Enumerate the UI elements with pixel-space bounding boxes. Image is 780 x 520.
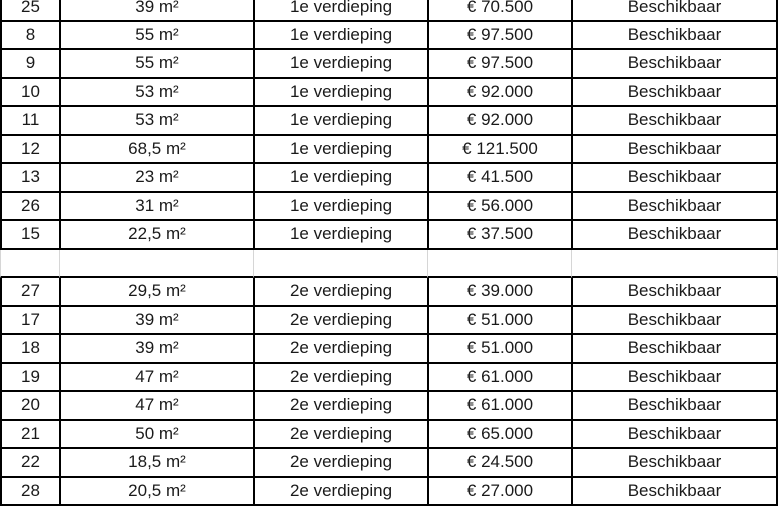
table-row <box>0 278 780 307</box>
table-row <box>0 136 780 165</box>
floor-cell: 2e verdieping <box>253 335 427 364</box>
floor-cell: 2e verdieping <box>253 449 427 478</box>
status-cell: Beschikbaar <box>571 392 778 421</box>
unit-number-cell: 17 <box>0 307 59 336</box>
area-cell: 55 m² <box>59 22 253 51</box>
table-row <box>0 449 780 478</box>
status-cell: Beschikbaar <box>571 307 778 336</box>
price-cell: € 27.000 <box>427 478 571 507</box>
empty-cell <box>0 250 59 279</box>
unit-number-cell: 19 <box>0 364 59 393</box>
unit-number-cell: 15 <box>0 221 59 250</box>
unit-number-cell: 27 <box>0 278 59 307</box>
table-row <box>0 364 780 393</box>
area-cell: 53 m² <box>59 107 253 136</box>
table-row <box>0 50 780 79</box>
price-cell: € 121.500 <box>427 136 571 165</box>
table-row <box>0 307 780 336</box>
empty-cell <box>253 250 427 279</box>
area-cell: 47 m² <box>59 364 253 393</box>
empty-cell <box>571 250 778 279</box>
status-cell: Beschikbaar <box>571 421 778 450</box>
price-cell: € 65.000 <box>427 421 571 450</box>
price-cell: € 92.000 <box>427 79 571 108</box>
status-cell: Beschikbaar <box>571 221 778 250</box>
floor-cell: 1e verdieping <box>253 107 427 136</box>
status-cell: Beschikbaar <box>571 449 778 478</box>
price-cell: € 51.000 <box>427 335 571 364</box>
area-cell: 18,5 m² <box>59 449 253 478</box>
price-cell: € 61.000 <box>427 364 571 393</box>
floor-cell: 1e verdieping <box>253 193 427 222</box>
unit-number-cell: 8 <box>0 22 59 51</box>
floor-cell: 2e verdieping <box>253 364 427 393</box>
status-cell: Beschikbaar <box>571 478 778 507</box>
empty-cell <box>59 250 253 279</box>
unit-number-cell: 26 <box>0 193 59 222</box>
empty-cell <box>427 250 571 279</box>
area-cell: 47 m² <box>59 392 253 421</box>
unit-number-cell: 28 <box>0 478 59 507</box>
status-cell: Beschikbaar <box>571 22 778 51</box>
status-cell: Beschikbaar <box>571 79 778 108</box>
status-cell: Beschikbaar <box>571 278 778 307</box>
status-cell: Beschikbaar <box>571 107 778 136</box>
area-cell: 68,5 m² <box>59 136 253 165</box>
area-cell: 39 m² <box>59 335 253 364</box>
unit-number-cell: 18 <box>0 335 59 364</box>
unit-number-cell: 22 <box>0 449 59 478</box>
area-cell: 29,5 m² <box>59 278 253 307</box>
status-cell: Beschikbaar <box>571 136 778 165</box>
table-row <box>0 22 780 51</box>
floor-cell: 2e verdieping <box>253 278 427 307</box>
floor-cell: 1e verdieping <box>253 136 427 165</box>
unit-number-cell: 25 <box>0 0 59 22</box>
status-cell: Beschikbaar <box>571 335 778 364</box>
floor-cell: 2e verdieping <box>253 421 427 450</box>
floor-cell: 2e verdieping <box>253 478 427 507</box>
table-row <box>0 392 780 421</box>
status-cell: Beschikbaar <box>571 164 778 193</box>
area-cell: 39 m² <box>59 0 253 22</box>
floor-cell: 2e verdieping <box>253 307 427 336</box>
status-cell: Beschikbaar <box>571 193 778 222</box>
area-cell: 55 m² <box>59 50 253 79</box>
price-cell: € 41.500 <box>427 164 571 193</box>
unit-number-cell: 10 <box>0 79 59 108</box>
table-row <box>0 107 780 136</box>
unit-number-cell: 12 <box>0 136 59 165</box>
floor-cell: 1e verdieping <box>253 79 427 108</box>
floor-cell: 2e verdieping <box>253 392 427 421</box>
unit-number-cell: 13 <box>0 164 59 193</box>
floor-cell: 1e verdieping <box>253 50 427 79</box>
table-row <box>0 478 780 507</box>
unit-number-cell: 21 <box>0 421 59 450</box>
status-cell: Beschikbaar <box>571 0 778 22</box>
area-cell: 22,5 m² <box>59 221 253 250</box>
price-cell: € 24.500 <box>427 449 571 478</box>
price-cell: € 97.500 <box>427 50 571 79</box>
area-cell: 39 m² <box>59 307 253 336</box>
area-cell: 50 m² <box>59 421 253 450</box>
status-cell: Beschikbaar <box>571 364 778 393</box>
price-cell: € 92.000 <box>427 107 571 136</box>
area-cell: 53 m² <box>59 79 253 108</box>
floor-cell: 1e verdieping <box>253 164 427 193</box>
floor-cell: 1e verdieping <box>253 22 427 51</box>
spacer-row <box>0 250 780 279</box>
price-cell: € 97.500 <box>427 22 571 51</box>
floor-cell: 1e verdieping <box>253 221 427 250</box>
table-row <box>0 193 780 222</box>
price-cell: € 56.000 <box>427 193 571 222</box>
area-cell: 23 m² <box>59 164 253 193</box>
price-cell: € 51.000 <box>427 307 571 336</box>
unit-number-cell: 20 <box>0 392 59 421</box>
floor-cell: 1e verdieping <box>253 0 427 22</box>
table-row <box>0 0 780 22</box>
unit-number-cell: 9 <box>0 50 59 79</box>
table-row <box>0 335 780 364</box>
price-cell: € 70.500 <box>427 0 571 22</box>
area-cell: 20,5 m² <box>59 478 253 507</box>
table-row <box>0 164 780 193</box>
table-row <box>0 221 780 250</box>
area-cell: 31 m² <box>59 193 253 222</box>
status-cell: Beschikbaar <box>571 50 778 79</box>
unit-number-cell: 11 <box>0 107 59 136</box>
price-cell: € 37.500 <box>427 221 571 250</box>
price-cell: € 61.000 <box>427 392 571 421</box>
table-row <box>0 79 780 108</box>
table-row <box>0 421 780 450</box>
price-cell: € 39.000 <box>427 278 571 307</box>
